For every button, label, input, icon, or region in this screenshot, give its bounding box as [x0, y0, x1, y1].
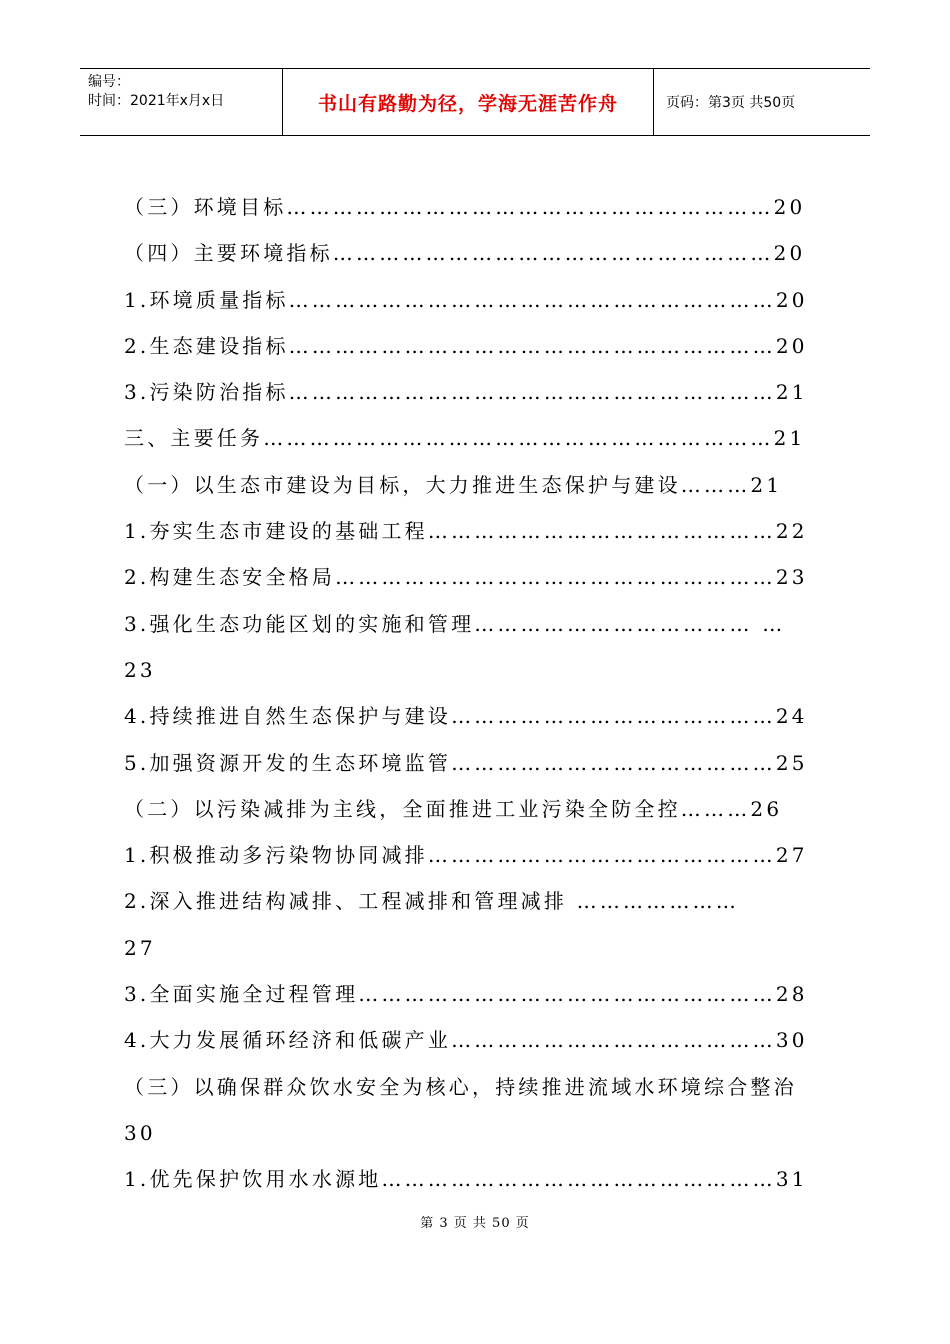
toc-entry[interactable]: 5.加强资源开发的生态环境监管……………………………………25	[124, 750, 808, 775]
toc-entry[interactable]: 三、主要任务…………………………………………………………21	[124, 426, 806, 451]
page-footer: 第 3 页 共 50 页	[420, 1216, 530, 1231]
toc-entry[interactable]: 1.积极推动多污染物协同减排………………………………………27	[124, 843, 808, 868]
toc-entry[interactable]: 4.持续推进自然生态保护与建设……………………………………24	[124, 704, 808, 729]
toc-entry[interactable]: 3.污染防治指标………………………………………………………21	[124, 380, 808, 405]
toc-entry[interactable]: （二）以污染减排为主线，全面推进工业污染全防全控………26	[124, 796, 783, 821]
toc-entry[interactable]: 2.深入推进结构减排、工程减排和管理减排 …………………	[124, 889, 740, 914]
toc-entry[interactable]: 3.全面实施全过程管理………………………………………………28	[124, 982, 808, 1007]
serial-label: 编号：	[88, 74, 130, 90]
toc-entry[interactable]: 1.夯实生态市建设的基础工程………………………………………22	[124, 519, 808, 544]
toc-entry[interactable]: 1.环境质量指标………………………………………………………20	[124, 287, 808, 312]
toc-entry[interactable]: （三）以确保群众饮水安全为核心，持续推进流域水环境综合整治	[124, 1074, 797, 1099]
header-meta	[80, 69, 282, 135]
toc-entry-page[interactable]: 23	[124, 657, 156, 682]
toc-entry[interactable]: （一）以生态市建设为目标，大力推进生态保护与建设………21	[124, 472, 783, 497]
header-page-label: 页码：第3页 共50页	[666, 95, 796, 111]
toc-entry-page[interactable]: 30	[124, 1120, 156, 1145]
toc-entry[interactable]: 3.强化生态功能区划的实施和管理……………………………… …	[124, 611, 786, 636]
toc-entry[interactable]: （三）环境目标………………………………………………………20	[124, 195, 806, 219]
toc-entry[interactable]: 1.优先保护饮用水水源地……………………………………………31	[124, 1167, 808, 1192]
toc-entry[interactable]: （四）主要环境指标…………………………………………………20	[124, 241, 806, 266]
toc-entry-page[interactable]: 27	[124, 935, 156, 960]
toc-entry[interactable]: 2.生态建设指标………………………………………………………20	[124, 333, 808, 358]
toc-entry[interactable]: 4.大力发展循环经济和低碳产业……………………………………30	[124, 1028, 808, 1053]
header-motto: 书山有路勤为径，学海无涯苦作舟	[282, 69, 654, 135]
page-header	[80, 68, 870, 136]
toc-entry[interactable]: 2.构建生态安全格局…………………………………………………23	[124, 565, 808, 590]
date-label: 时间：2021年x月x日	[88, 93, 225, 109]
table-of-contents	[124, 184, 820, 1203]
